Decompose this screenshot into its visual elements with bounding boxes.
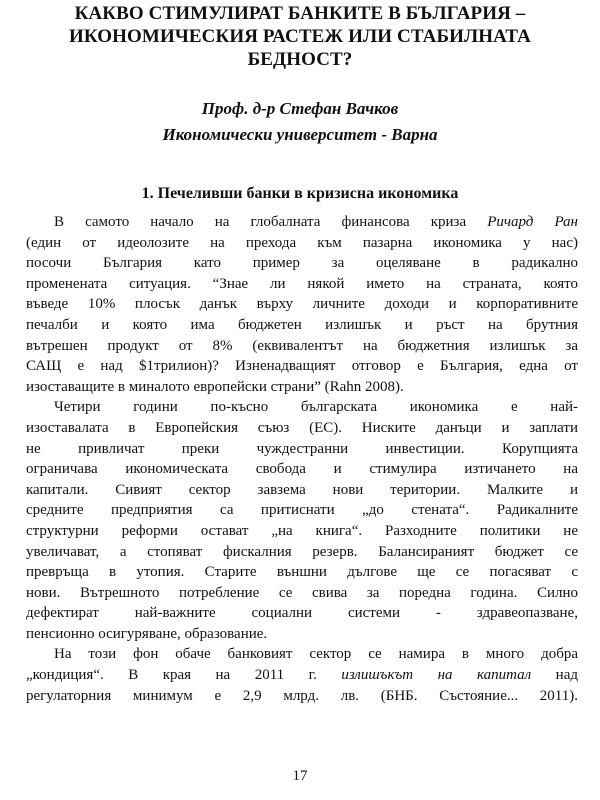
text-line: средните предприятия са притиснати „до стената“. Радикалните (26, 502, 578, 519)
title-line: КАКВО СТИМУЛИРАТ БАНКИТЕ В БЪЛГАРИЯ – (74, 3, 526, 24)
text-line: увеличават, а стопяват фискалния резерв. Балансираният бюджет се (26, 543, 578, 560)
page-number: 17 (292, 768, 308, 784)
text-line: променената ситуация. “Знае ли някой името на страната, която (26, 275, 578, 292)
text-line: изоставалата в Европейския съюз (ЕС). Ниските данъци и заплати (26, 419, 578, 436)
text-line: въведе 10% плосък данък върху личните доходи и корпоративните (26, 296, 578, 313)
text-line: Четири години по-късно българската икономика е най- (54, 399, 578, 416)
text-line (26, 212, 578, 233)
author-block (20, 96, 580, 148)
article-title (20, 2, 580, 71)
text-line: пенсионно осигуряване, образование. (26, 625, 268, 642)
text-run: „кондиция“. В края на 2011 г. (26, 667, 342, 684)
author-name: Проф. д-р Стефан Вачков (201, 99, 399, 118)
text-line: ограничава икономическата свобода и стимулира изтичането на (26, 461, 578, 478)
text-line: превръща в утопия. Старите външни дългове ще се погасяват с (26, 564, 578, 581)
title-line: БЕДНОСТ? (247, 49, 353, 70)
italic-term: излишъкът на капитал (341, 667, 532, 684)
text-line: нови. Вътрешното потребление се свива за поредна година. Силно (26, 584, 578, 601)
text-line: не привличат преки чуждестранни инвестиции. Корупцията (26, 440, 578, 457)
text-run: В самото начало на глобалната финансова криза (54, 214, 488, 230)
body-text (26, 212, 578, 706)
text-line: дефектират най-важните социални системи - здравеопазване, (26, 605, 578, 622)
section-heading: 1. Печеливши банки в кризисна икономика (141, 185, 459, 202)
text-line: изоставащите в миналото европейски страни” (Rahn 2008). (26, 378, 404, 395)
text-line: печалби и която има бюджетен излишък и ръст на брутния (26, 316, 578, 333)
text-line: регулаторния минимум е 2,9 млрд. лв. (БНБ. Състояние... 2011). (26, 687, 578, 704)
text-line: структурни реформи остават „на книга“. Разходните политики не (26, 522, 578, 539)
text-line: САЩ е над $1трилион)? Изненадващият отговор е България, една от (26, 358, 578, 375)
text-line (26, 665, 578, 686)
author-affiliation: Икономически университет - Варна (162, 125, 438, 144)
text-line: капитали. Сивият сектор завзема нови територии. Малките и (26, 481, 578, 498)
text-line: (един от идеолозите на прехода към пазарна икономика у нас) (26, 234, 578, 251)
title-line: ИКОНОМИЧЕСКИЯ РАСТЕЖ ИЛИ СТАБИЛНАТА (69, 26, 531, 47)
text-run: над (531, 667, 578, 684)
italic-name: Ричард Ран (487, 214, 578, 230)
text-line: посочи България като пример за оцеляване в радикално (26, 255, 578, 272)
text-line: На този фон обаче банковият сектор се намира в много добра (54, 646, 578, 663)
text-line: вътрешен продукт от 8% (еквивалентът на бюджетния излишък за (26, 337, 578, 354)
